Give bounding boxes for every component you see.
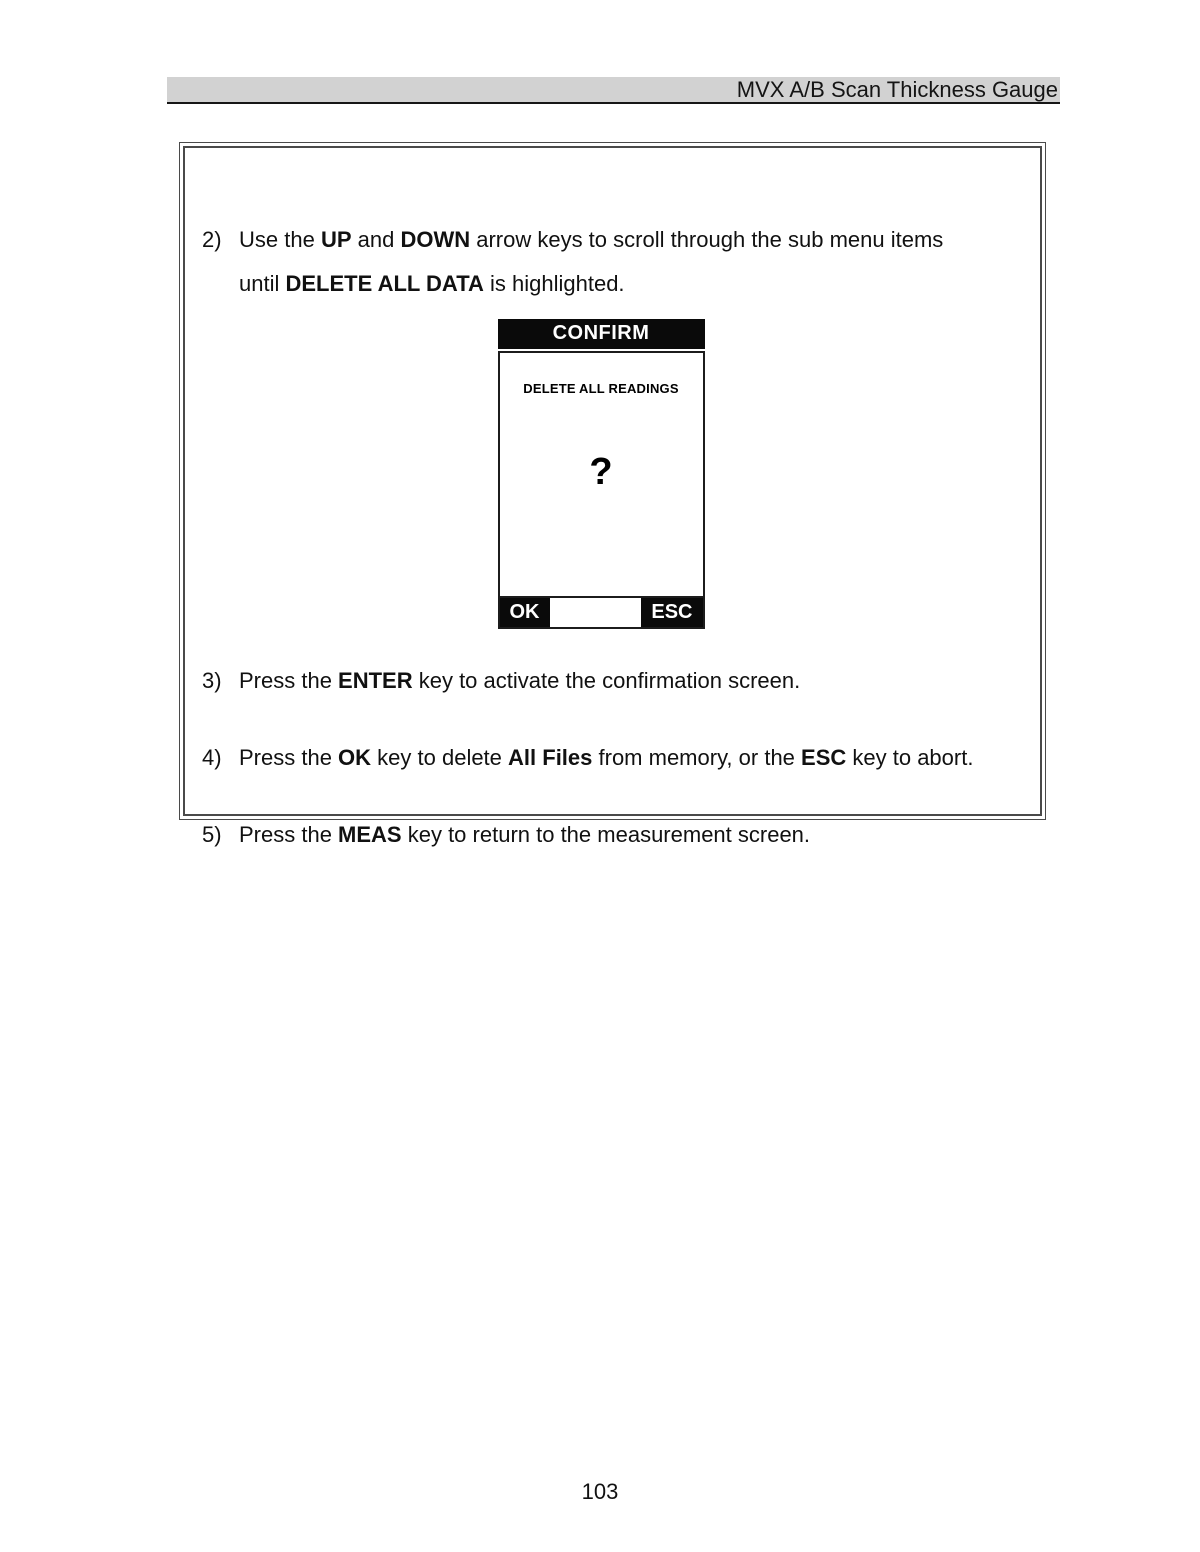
item-text	[239, 813, 810, 857]
item-text	[239, 659, 800, 703]
text-segment: is highlighted.	[483, 271, 625, 296]
text-segment: Press the	[239, 668, 339, 693]
item-number: 5)	[202, 822, 222, 847]
text-segment: ESC	[801, 745, 847, 770]
esc-key: ESC	[641, 598, 702, 627]
text-segment: Press the	[239, 745, 339, 770]
text-segment: DELETE ALL DATA	[285, 271, 484, 296]
text-segment: OK	[338, 745, 372, 770]
instruction-item-5	[202, 813, 1000, 857]
page-number: 103	[581, 1479, 619, 1504]
item-number: 4)	[202, 745, 222, 770]
device-softkey-row	[500, 596, 703, 627]
device-screen-body	[498, 351, 705, 629]
text-segment: UP	[320, 227, 352, 252]
text-segment: from memory, or the	[592, 745, 802, 770]
text-segment: All Files	[508, 745, 593, 770]
confirm-message: DELETE ALL READINGS	[523, 381, 679, 396]
text-segment: key to return to the measurement screen.	[401, 822, 811, 847]
page-title: MVX A/B Scan Thickness Gauge	[736, 77, 1058, 102]
text-segment: Press the	[239, 822, 339, 847]
text-segment: Use the	[239, 227, 321, 252]
instruction-item-3	[202, 659, 1000, 703]
item-text	[239, 736, 973, 780]
device-screenshot	[498, 319, 705, 629]
item-number: 3)	[202, 668, 222, 693]
confirm-title-bar: CONFIRM	[498, 319, 705, 349]
text-segment: key to delete	[371, 745, 509, 770]
header-bar	[167, 77, 1060, 104]
item-text	[239, 218, 971, 306]
instruction-box-inner	[183, 146, 1042, 847]
text-segment: key to activate the confirmation screen.	[412, 668, 801, 693]
text-segment: ENTER	[338, 668, 413, 693]
text-segment: DOWN	[400, 227, 471, 252]
instruction-item-4	[202, 736, 1000, 780]
text-segment: key to abort.	[846, 745, 974, 770]
instruction-item-2	[202, 218, 1000, 306]
item-number: 2)	[202, 227, 222, 252]
text-segment: arrow keys to scroll through the sub menu items until	[239, 227, 944, 296]
ok-key: OK	[500, 598, 550, 627]
text-segment: and	[351, 227, 401, 252]
question-mark: ?	[589, 451, 613, 493]
text-segment: MEAS	[338, 822, 402, 847]
instruction-box	[179, 142, 1046, 847]
